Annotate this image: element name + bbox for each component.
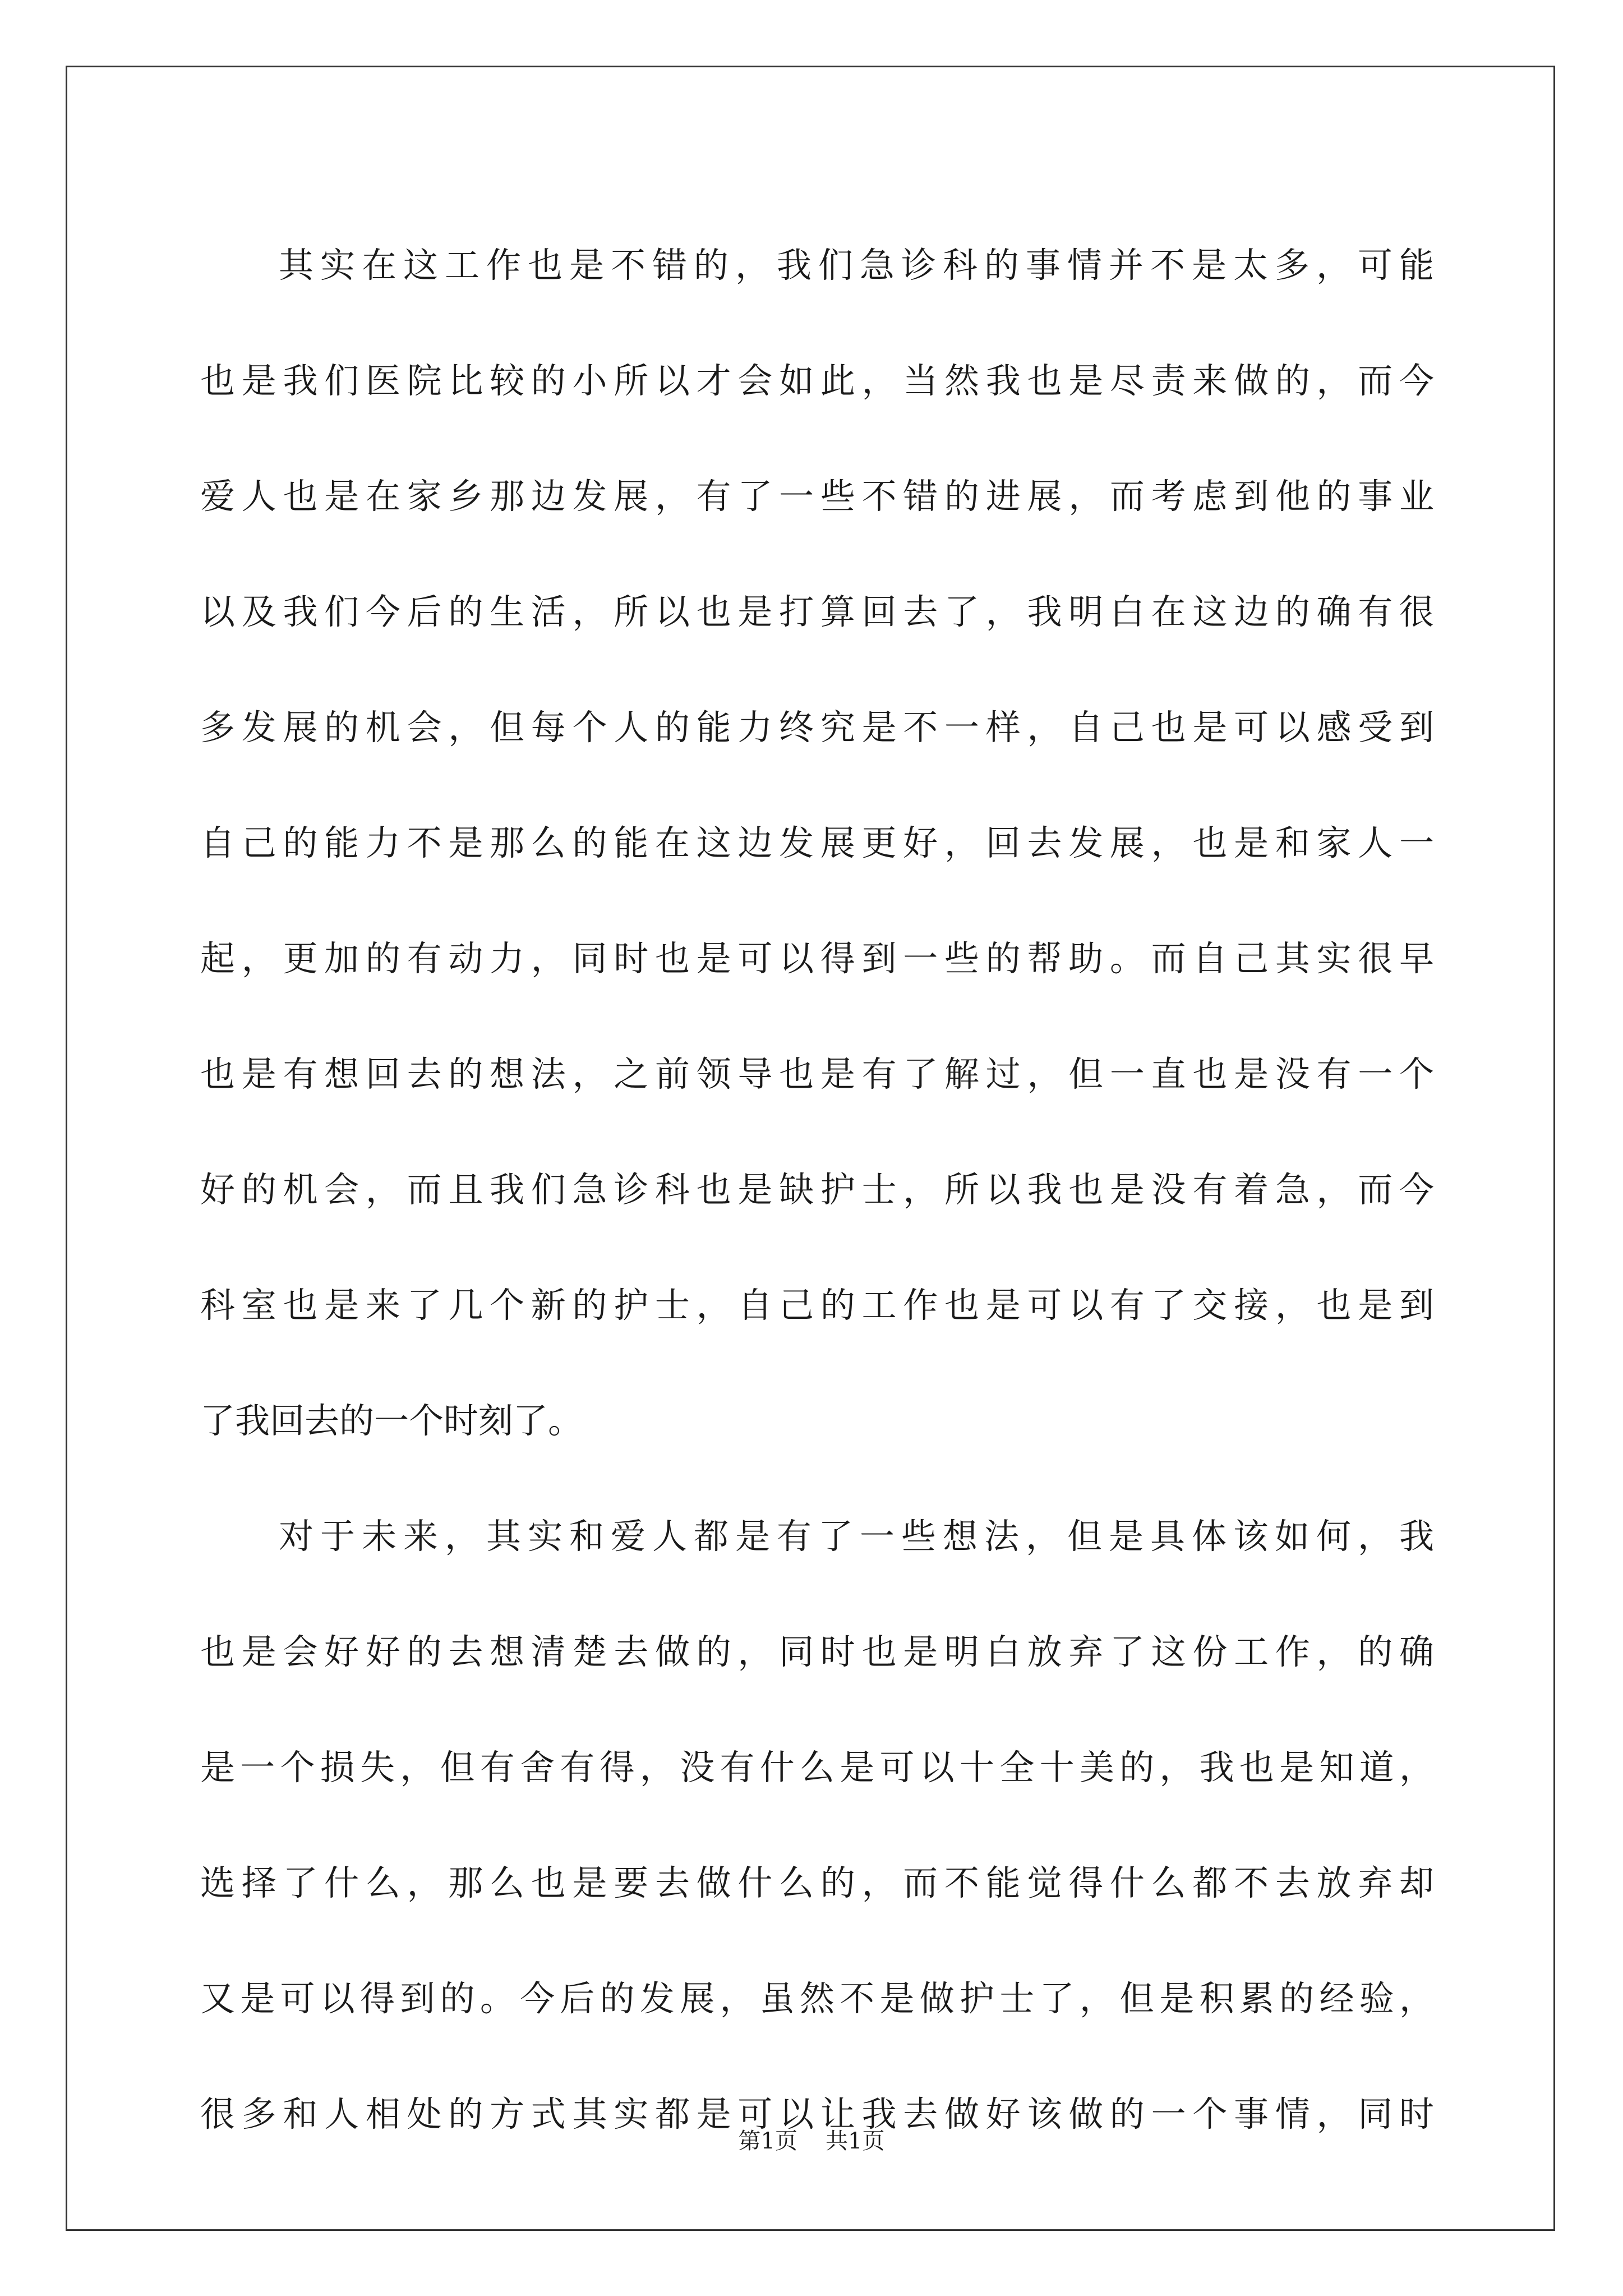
text-line: 科室也是来了几个新的护士，自己的工作也是可以有了交接，也是到	[200, 1285, 1434, 1326]
page-number-total: 共1页	[826, 2128, 885, 2154]
text-line: 是一个损失，但有舍有得，没有什么是可以十全十美的，我也是知道，	[200, 1747, 1434, 1788]
text-line: 也是有想回去的想法，之前领导也是有了解过，但一直也是没有一个	[200, 1053, 1434, 1094]
text-line: 也是会好好的去想清楚去做的，同时也是明白放弃了这份工作，的确	[200, 1631, 1434, 1672]
document-body	[200, 208, 1434, 2172]
text-line: 了我回去的一个时刻了。	[200, 1400, 583, 1441]
text-line: 也是我们医院比较的小所以才会如此，当然我也是尽责来做的，而今	[200, 360, 1434, 401]
text-line: 对于未来，其实和爱人都是有了一些想法，但是具体该如何，我	[279, 1516, 1434, 1557]
text-line: 好的机会，而且我们急诊科也是缺护士，所以我也是没有着急，而今	[200, 1169, 1434, 1210]
text-line: 起，更加的有动力，同时也是可以得到一些的帮助。而自己其实很早	[200, 938, 1434, 979]
text-line: 以及我们今后的生活，所以也是打算回去了，我明白在这边的确有很	[200, 591, 1434, 632]
text-line: 多发展的机会，但每个人的能力终究是不一样，自己也是可以感受到	[200, 707, 1434, 748]
text-line: 其实在这工作也是不错的，我们急诊科的事情并不是太多，可能	[279, 245, 1434, 286]
text-line: 又是可以得到的。今后的发展，虽然不是做护士了，但是积累的经验，	[200, 1978, 1434, 2019]
text-line: 很多和人相处的方式其实都是可以让我去做好该做的一个事情，同时	[200, 2093, 1434, 2134]
paragraph-1	[200, 208, 1434, 1479]
text-line: 自己的能力不是那么的能在这边发展更好，回去发展，也是和家人一	[200, 822, 1434, 863]
paragraph-2	[200, 1479, 1434, 2172]
text-line: 爱人也是在家乡那边发展，有了一些不错的进展，而考虑到他的事业	[200, 476, 1434, 517]
page-footer	[0, 2123, 1623, 2155]
text-line: 选择了什么，那么也是要去做什么的，而不能觉得什么都不去放弃却	[200, 1862, 1434, 1903]
page-number-current: 第1页	[738, 2128, 797, 2154]
